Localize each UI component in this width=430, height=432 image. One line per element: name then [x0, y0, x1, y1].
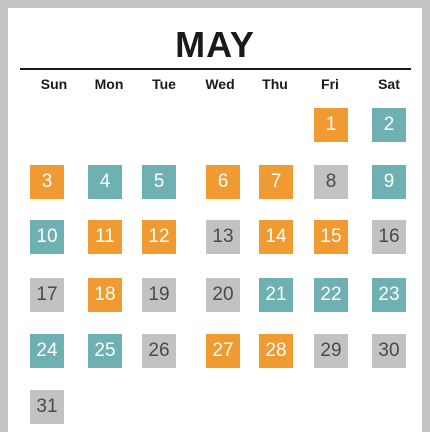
- day-cell-31[interactable]: 31: [30, 390, 64, 424]
- day-cell-4[interactable]: 4: [88, 165, 122, 199]
- day-cell-1[interactable]: 1: [314, 108, 348, 142]
- day-cell-9[interactable]: 9: [372, 165, 406, 199]
- day-cell-29[interactable]: 29: [314, 334, 348, 368]
- divider: [20, 68, 411, 70]
- day-cell-12[interactable]: 12: [142, 220, 176, 254]
- day-cell-30[interactable]: 30: [372, 334, 406, 368]
- day-cell-22[interactable]: 22: [314, 278, 348, 312]
- day-cell-5[interactable]: 5: [142, 165, 176, 199]
- day-cell-25[interactable]: 25: [88, 334, 122, 368]
- day-cell-28[interactable]: 28: [259, 334, 293, 368]
- day-cell-16[interactable]: 16: [372, 220, 406, 254]
- day-cell-11[interactable]: 11: [88, 220, 122, 254]
- weekday-fri: Fri: [321, 76, 339, 92]
- day-cell-10[interactable]: 10: [30, 220, 64, 254]
- weekday-wed: Wed: [205, 76, 235, 92]
- weekday-thu: Thu: [262, 76, 288, 92]
- calendar-panel: [8, 8, 422, 432]
- day-cell-7[interactable]: 7: [259, 165, 293, 199]
- weekday-sat: Sat: [378, 76, 400, 92]
- day-cell-8[interactable]: 8: [314, 165, 348, 199]
- day-cell-27[interactable]: 27: [206, 334, 240, 368]
- day-cell-21[interactable]: 21: [259, 278, 293, 312]
- day-cell-15[interactable]: 15: [314, 220, 348, 254]
- day-cell-6[interactable]: 6: [206, 165, 240, 199]
- day-cell-23[interactable]: 23: [372, 278, 406, 312]
- day-cell-26[interactable]: 26: [142, 334, 176, 368]
- weekday-mon: Mon: [94, 76, 124, 92]
- weekday-sun: Sun: [40, 76, 68, 92]
- day-cell-13[interactable]: 13: [206, 220, 240, 254]
- day-cell-14[interactable]: 14: [259, 220, 293, 254]
- month-title: MAY: [175, 24, 255, 65]
- day-cell-17[interactable]: 17: [30, 278, 64, 312]
- day-cell-20[interactable]: 20: [206, 278, 240, 312]
- day-cell-18[interactable]: 18: [88, 278, 122, 312]
- day-cell-19[interactable]: 19: [142, 278, 176, 312]
- day-cell-2[interactable]: 2: [372, 108, 406, 142]
- weekday-tue: Tue: [152, 76, 176, 92]
- day-cell-24[interactable]: 24: [30, 334, 64, 368]
- day-cell-3[interactable]: 3: [30, 165, 64, 199]
